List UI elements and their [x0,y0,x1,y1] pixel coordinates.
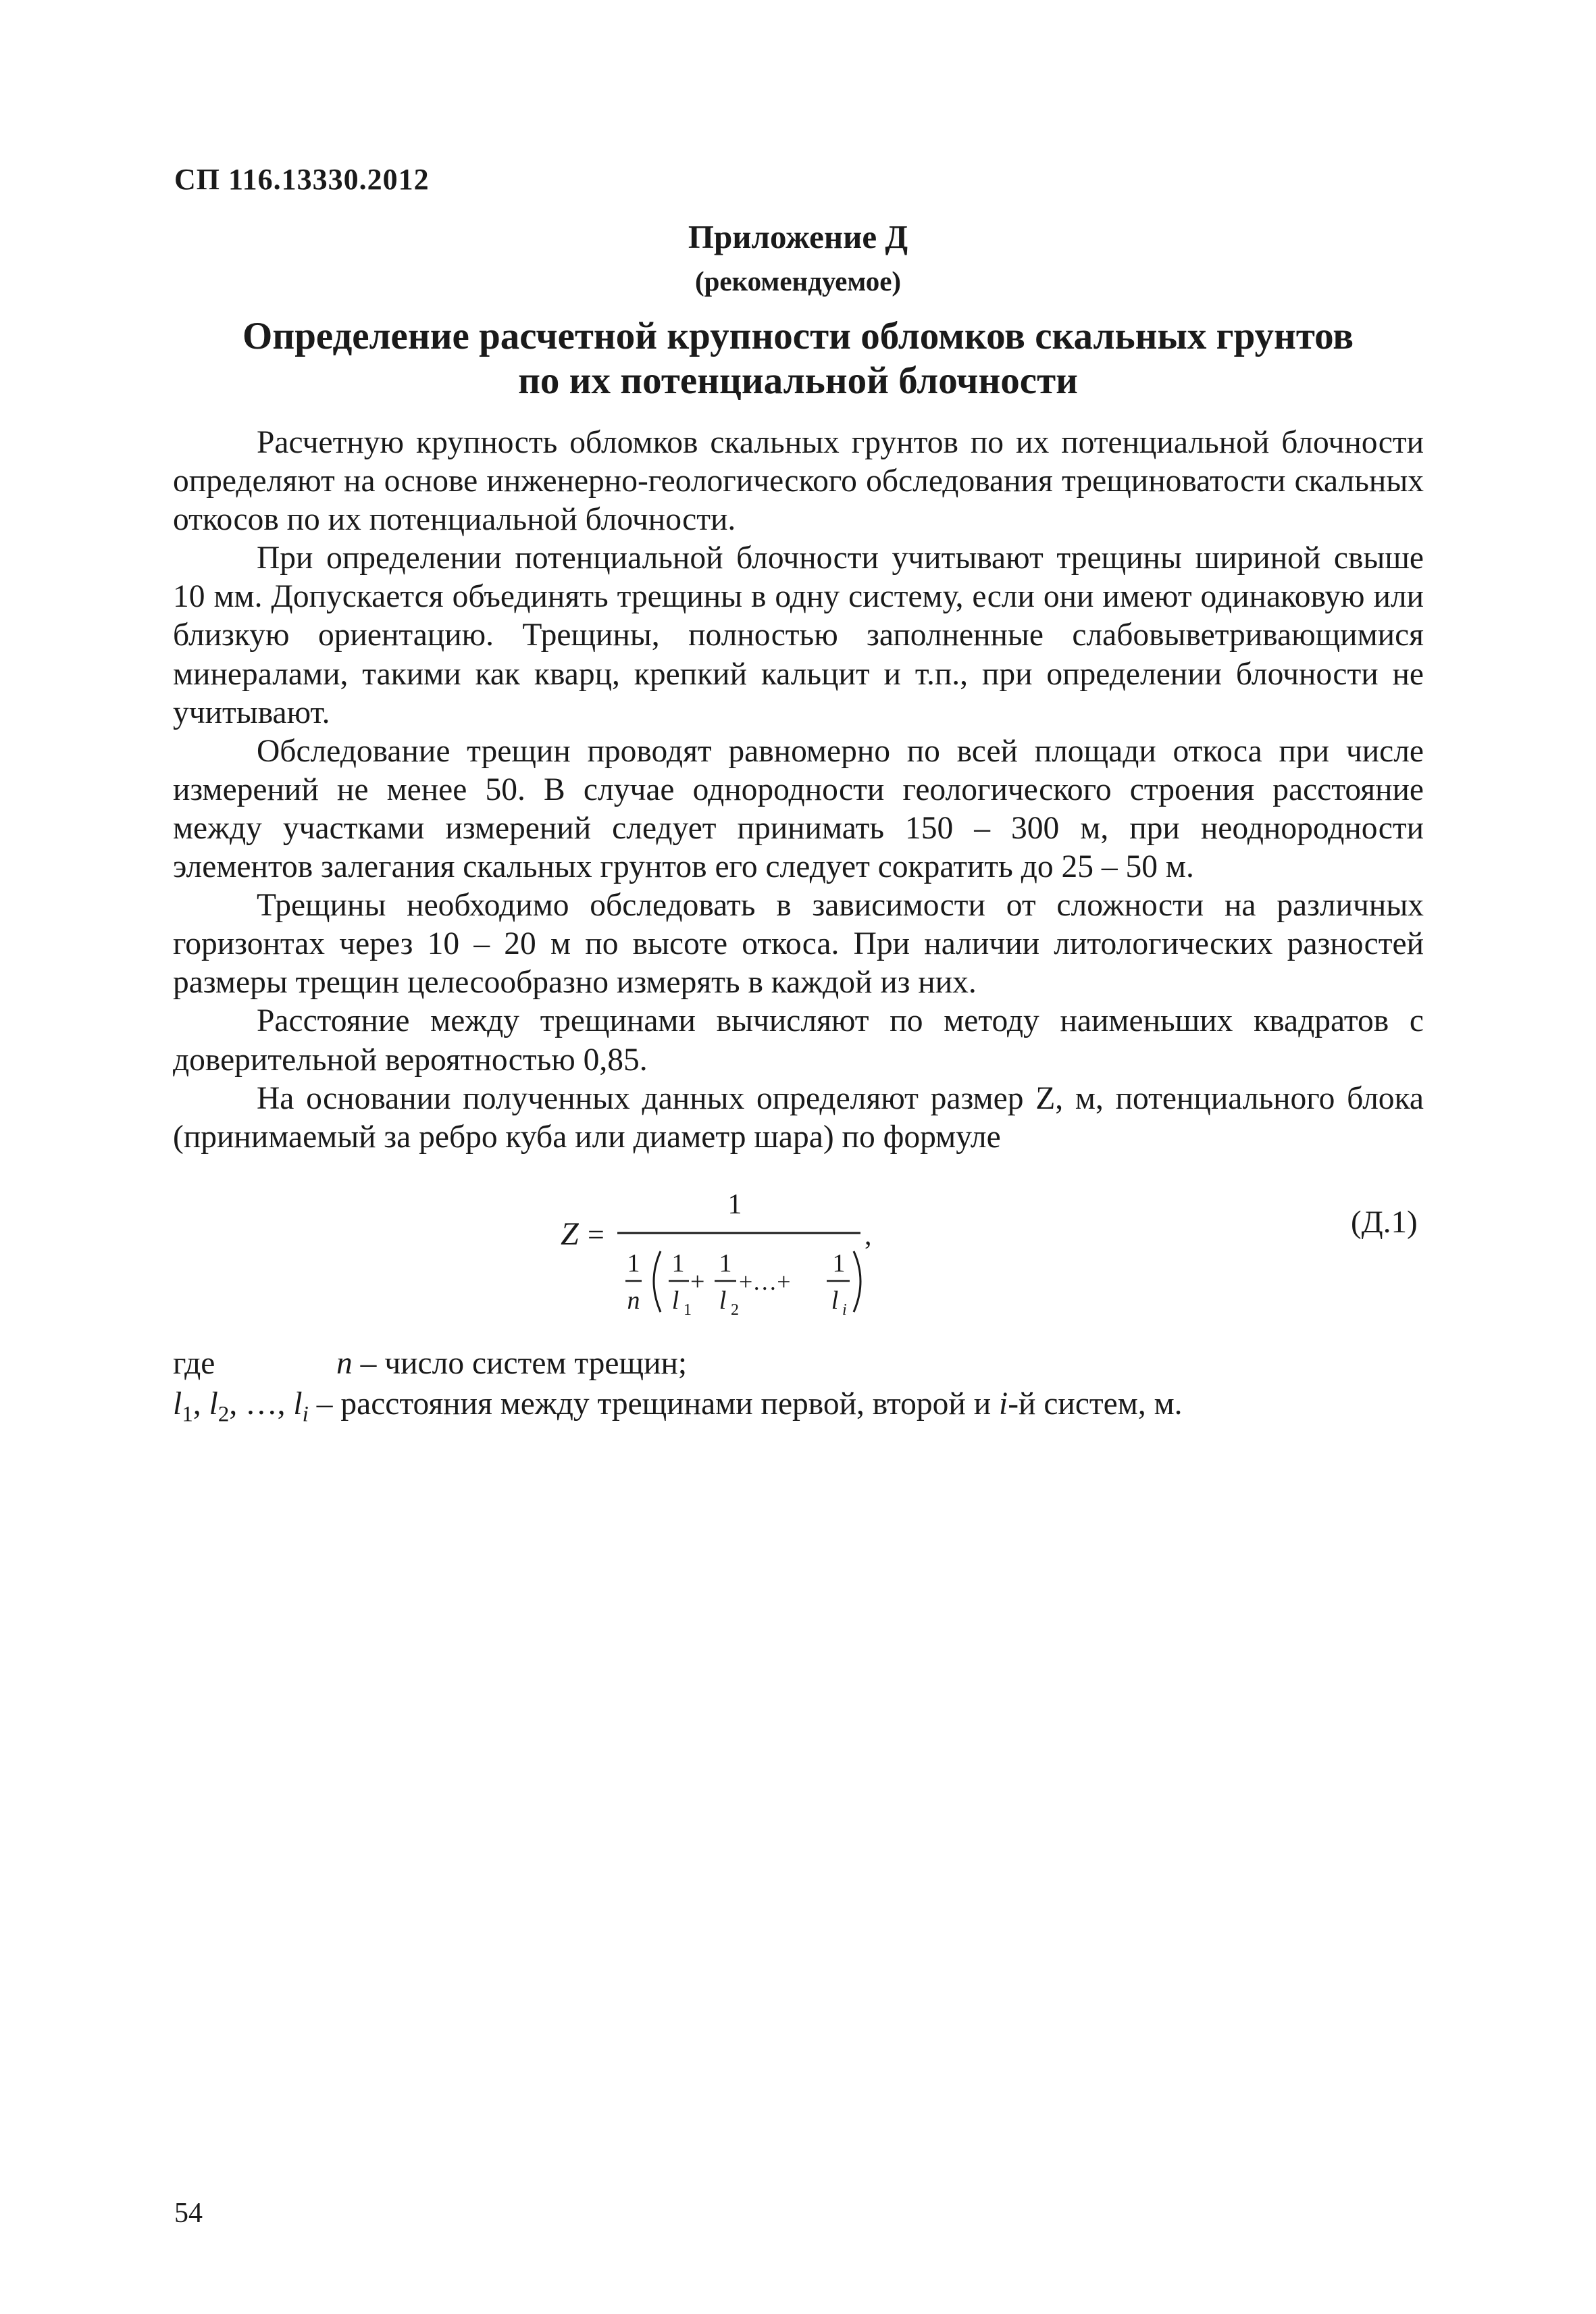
symbol-l-definition: – расстояния между трещинами первой, второй и [308,1386,1000,1422]
formula-l: l [671,1286,679,1315]
formula-subscript: i [842,1301,847,1319]
symbol-l: l [209,1386,218,1422]
equation-number: (Д.1) [1351,1205,1418,1240]
formula-right-paren [854,1251,860,1312]
separator: , [192,1386,209,1422]
formula-one: 1 [671,1249,685,1278]
symbol-n-definition: – число систем трещин; [352,1346,688,1381]
formula-one: 1 [719,1249,732,1278]
formula-lhs: Z [561,1216,579,1252]
formula-one: 1 [832,1249,846,1278]
formula-subscript: 2 [731,1301,739,1319]
paragraph: Обследование трещин проводят равномерно по всей площади откоса при числе измерений не менее 50. В случае однородности геологического строения расстояние между участками измерений следует принимать 150 – 300 м, при неоднородности элементов залегания скальных грунтов его следует сократить до 25 – 50 м. [173,733,1424,885]
subscript: 1 [182,1401,193,1427]
symbol-l-definition-end: -й систем, м. [1008,1386,1183,1422]
formula-subscript: 1 [684,1301,692,1319]
formula-l: l [719,1286,727,1315]
section-heading-line-2: по их потенциальной блочности [518,359,1078,402]
subscript: 2 [217,1401,230,1427]
formula-l: l [831,1286,839,1315]
document-code: СП 116.13330.2012 [174,163,430,196]
section-heading-line-1: Определение расчетной крупности обломков скальных грунтов [242,315,1354,357]
appendix-title: Приложение Д [688,218,908,255]
where-row [173,1384,1424,1435]
symbol-i: i [999,1386,1008,1422]
formula-d1 [555,1172,906,1334]
formula-equals: = [588,1218,604,1251]
separator: , …, [229,1386,294,1422]
paragraph: Расстояние между трещинами вычисляют по методу наименьших квадратов с доверительной вероятностью 0,85. [173,1003,1424,1078]
formula-plus: + [690,1267,705,1296]
formula-comma: , [865,1220,872,1251]
where-row [173,1343,1424,1384]
body-text [173,424,1424,1157]
symbol-n: n [336,1346,353,1381]
paragraph: Трещины необходимо обследовать в зависимости от сложности на различных горизонтах через 10 – 20 м по высоте откоса. При наличии литологических разностей размеры трещин целесообразно измерять в каждой из них. [173,888,1424,1001]
symbol-l: l [173,1386,182,1422]
symbol-l: l [293,1386,303,1422]
appendix-status: (рекомендуемое) [694,266,902,297]
where-block [173,1343,1424,1435]
formula-n: n [627,1286,640,1315]
subscript: i [302,1401,309,1427]
formula-ellipsis: +…+ [739,1268,791,1295]
page-number: 54 [174,2198,203,2229]
formula-left-paren [654,1251,661,1312]
paragraph: Расчетную крупность обломков скальных грунтов по их потенциальной блочности определяют на основе инженерно-геологического обследования трещиноватости скальных откосов по их потенциальной блочности. [173,425,1424,538]
where-word: где [173,1346,215,1381]
paragraph: На основании полученных данных определяют размер Z, м, потенциального блока (принимаемый за ребро куба или диаметр шара) по формуле [173,1080,1424,1155]
formula-one: 1 [627,1249,640,1278]
paragraph: При определении потенциальной блочности учитывают трещины шириной свыше 10 мм. Допускается объединять трещины в одну систему, если они имеют одинаковую или близкую ориентацию. Трещины, полностью заполненные слабовыветривающимися минералами, такими как кварц, крепкий кальцит и т.п., при определении блочности не учитывают. [173,540,1424,730]
formula-numerator: 1 [727,1189,742,1220]
